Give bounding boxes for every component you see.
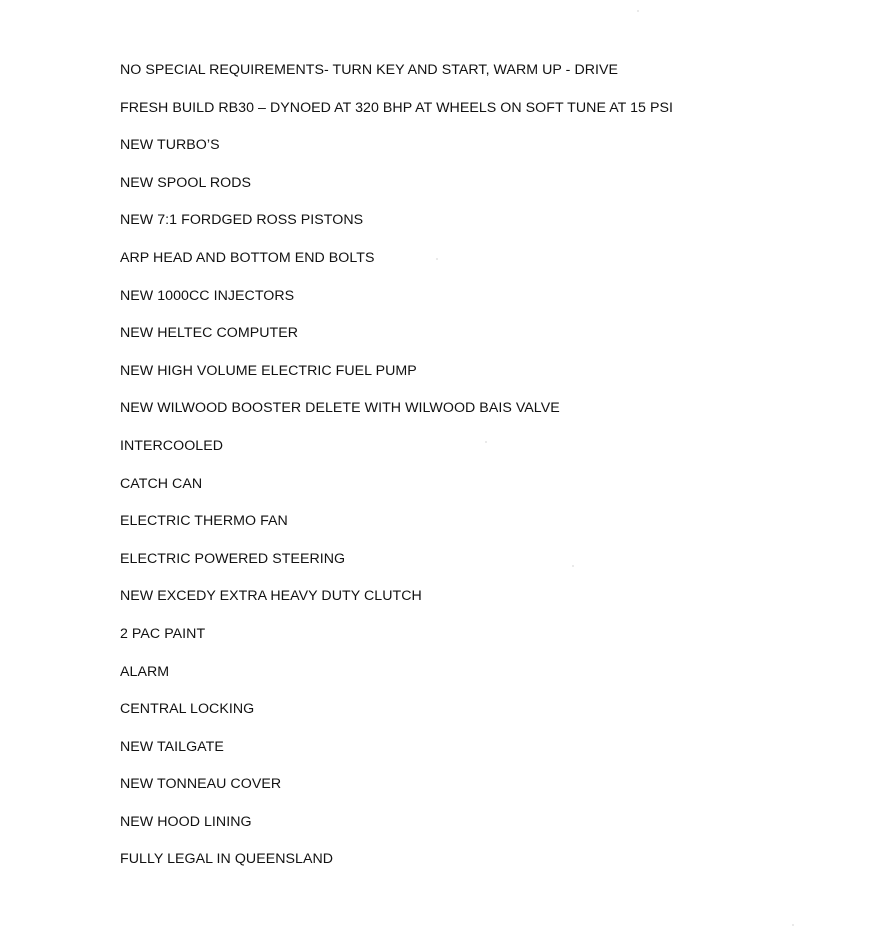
spec-item: NEW HIGH VOLUME ELECTRIC FUEL PUMP bbox=[120, 362, 417, 379]
scan-speck bbox=[485, 441, 487, 443]
spec-item: NEW EXCEDY EXTRA HEAVY DUTY CLUTCH bbox=[120, 588, 422, 605]
spec-item: NEW SPOOL RODS bbox=[120, 174, 252, 191]
spec-item: NEW 7:1 FORDGED ROSS PISTONS bbox=[120, 212, 364, 229]
spec-item: ALARM bbox=[120, 663, 170, 680]
spec-item: NEW HELTEC COMPUTER bbox=[120, 325, 299, 342]
spec-item: NEW TONNEAU COVER bbox=[120, 776, 282, 793]
spec-item: FULLY LEGAL IN QUEENSLAND bbox=[120, 851, 334, 868]
scan-speck bbox=[572, 565, 574, 567]
spec-item: NEW TAILGATE bbox=[120, 738, 224, 755]
spec-item: NEW TURBO’S bbox=[120, 137, 220, 154]
spec-item: ELECTRIC POWERED STEERING bbox=[120, 550, 346, 567]
vehicle-spec-list bbox=[120, 61, 673, 888]
spec-item: NEW WILWOOD BOOSTER DELETE WITH WILWOOD BAIS VALVE bbox=[120, 400, 560, 417]
scan-speck bbox=[637, 10, 639, 12]
spec-item: CATCH CAN bbox=[120, 475, 203, 492]
spec-item: ARP HEAD AND BOTTOM END BOLTS bbox=[120, 249, 375, 266]
scan-speck bbox=[792, 924, 794, 926]
spec-item: CENTRAL LOCKING bbox=[120, 701, 255, 718]
spec-item: NO SPECIAL REQUIREMENTS- TURN KEY AND START, WARM UP - DRIVE bbox=[120, 62, 619, 78]
spec-item: FRESH BUILD RB30 – DYNOED AT 320 BHP AT WHEELS ON SOFT TUNE AT 15 PSI bbox=[120, 99, 674, 116]
spec-item: NEW 1000CC INJECTORS bbox=[120, 287, 295, 304]
spec-item: NEW HOOD LINING bbox=[120, 813, 252, 830]
spec-item: 2 PAC PAINT bbox=[120, 625, 206, 642]
scan-speck bbox=[436, 258, 438, 260]
spec-item: ELECTRIC THERMO FAN bbox=[120, 513, 288, 530]
spec-item: INTERCOOLED bbox=[120, 437, 224, 454]
